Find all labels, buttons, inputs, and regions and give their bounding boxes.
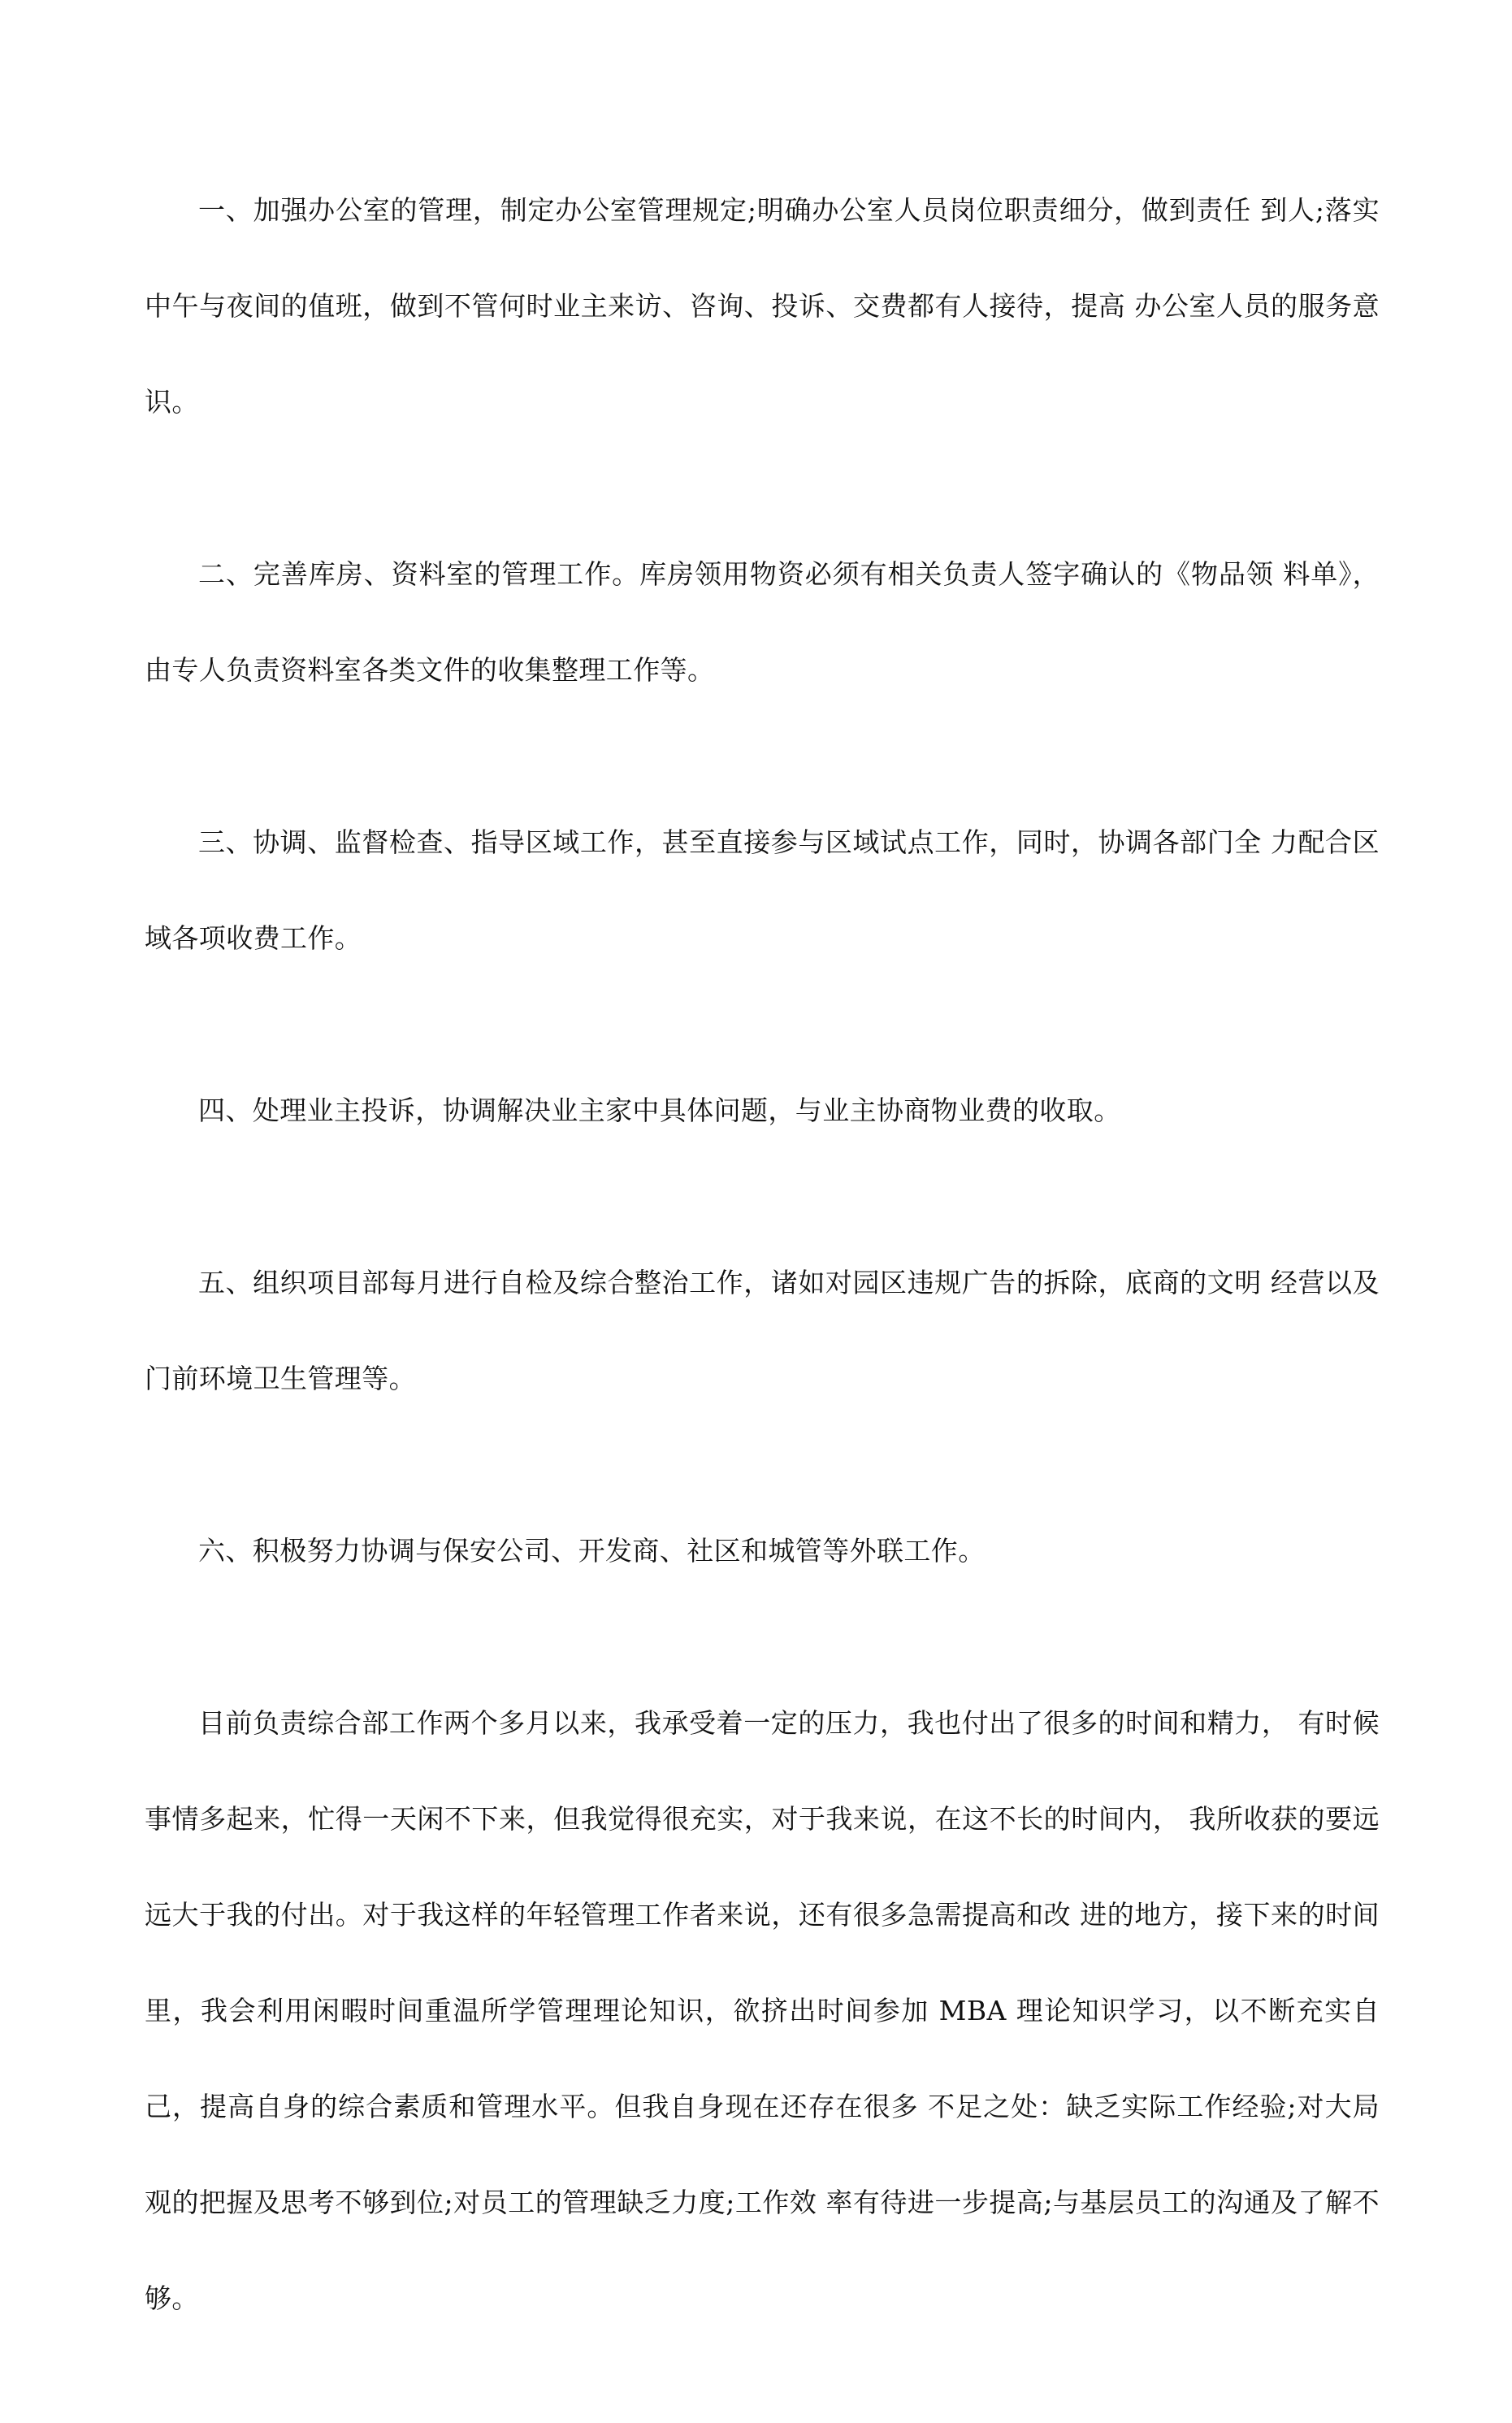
- paragraph-complaint-handling: 四、处理业主投诉，协调解决业主家中具体问题，与业主协商物业费的收取。: [198, 1094, 1121, 1126]
- paragraph-personal-reflection: 目前负责综合部工作两个多月以来，我承受着一定的压力，我也付出了很多的时间和精力， 有时候事情多起来，忙得一天闲不下来，但我觉得很充实，对于我来说，在这不长的时间内， 我所收获的要远远大于我的付出。对于我这样的年轻管理工作者来说，还有很多急需提高和改 进的地方，接下来的时间里，我会利用闲暇时间重温所学管理理论知识，欲挤出时间参加 MBA 理论知识学习，以不断充实自己，提高自身的综合素质和管理水平。但我自身现在还存在很多 不足之处：缺乏实际工作经验;对大局观的把握及思考不够到位;对员工的管理缺乏力度;工作效 率有待进一步提高;与基层员工的沟通及了解不够。: [145, 1707, 1380, 2314]
- paragraph-external-liaison: 六、积极努力协调与保安公司、开发商、社区和城管等外联工作。: [198, 1535, 986, 1567]
- document-body: [145, 163, 1380, 2423]
- paragraph-regional-coordination: 三、协调、监督检查、指导区域工作，甚至直接参与区域试点工作，同时，协调各部门全 力配合区域各项收费工作。: [145, 826, 1380, 954]
- paragraph-storeroom-management: 二、完善库房、资料室的管理工作。库房领用物资必须有相关负责人签字确认的《物品领 料单》，由专人负责资料室各类文件的收集整理工作等。: [145, 558, 1380, 686]
- paragraph-self-inspection: 五、组织项目部每月进行自检及综合整治工作，诸如对园区违规广告的拆除，底商的文明 经营以及门前环境卫生管理等。: [145, 1267, 1380, 1394]
- paragraph-office-management: 一、加强办公室的管理，制定办公室管理规定;明确办公室人员岗位职责细分，做到责任 到人;落实中午与夜间的值班，做到不管何时业主来访、咨询、投诉、交费都有人接待，提高 办公室人员的服务意识。: [145, 194, 1380, 418]
